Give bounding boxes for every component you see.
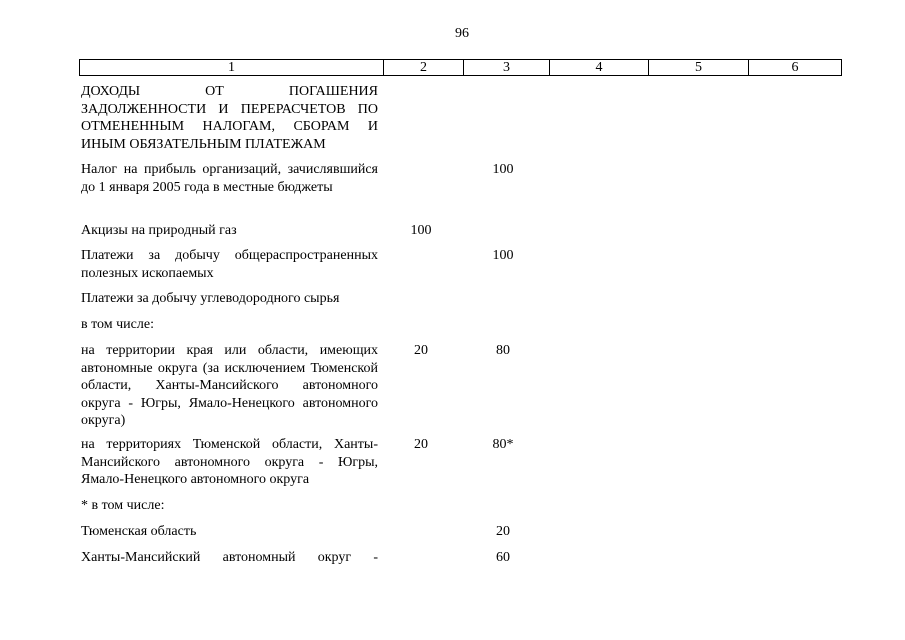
row-col3: 80	[496, 343, 510, 358]
row-label: на территориях Тюменской области, Ханты-Мансийского автономного округа - Югры, Ямало-Ненецкого автономного округа	[81, 437, 378, 487]
row-label: Ханты-Мансийский автономный округ -	[81, 550, 378, 565]
row-label: в том числе:	[81, 317, 154, 332]
row-label: Налог на прибыль организаций, зачислявшийся до 1 января 2005 года в местные бюджеты	[81, 162, 378, 195]
header-col-4: 4	[550, 60, 649, 75]
row-col3: 60	[496, 550, 510, 565]
row-col3: 100	[492, 162, 514, 177]
row-label: * в том числе:	[81, 498, 165, 513]
row-label: на территории края или области, имеющих автономные округа (за исключением Тюменской области, Ханты-Мансийского автономного округа - Югры, Ямало-Ненецкого автономного округа)	[81, 343, 378, 428]
header-col-2: 2	[384, 60, 464, 75]
header-col-1: 1	[80, 60, 384, 75]
header-col-6: 6	[791, 60, 799, 75]
row-label: Тюменская область	[81, 524, 197, 539]
row-col2: 20	[414, 343, 428, 358]
row-col3: 100	[492, 248, 514, 263]
row-col3: 80*	[492, 437, 514, 452]
page-number: 96	[455, 26, 469, 41]
row-col2: 100	[410, 223, 432, 238]
row-label: Акцизы на природный газ	[81, 223, 237, 238]
row-label: ДОХОДЫ ОТ ПОГАШЕНИЯ ЗАДОЛЖЕННОСТИ И ПЕРЕРАСЧЕТОВ ПО ОТМЕНЕННЫМ НАЛОГАМ, СБОРАМ И ИНЫМ ОБЯЗАТЕЛЬНЫМ ПЛАТЕЖАМ	[81, 84, 378, 152]
row-label: Платежи за добычу общераспространенных полезных ископаемых	[81, 248, 378, 281]
header-col-5: 5	[649, 60, 749, 75]
row-col2: 20	[414, 437, 428, 452]
row-label: Платежи за добычу углеводородного сырья	[81, 291, 340, 306]
row-col3: 20	[496, 524, 510, 539]
table-header	[79, 59, 842, 76]
header-col-3: 3	[464, 60, 550, 75]
